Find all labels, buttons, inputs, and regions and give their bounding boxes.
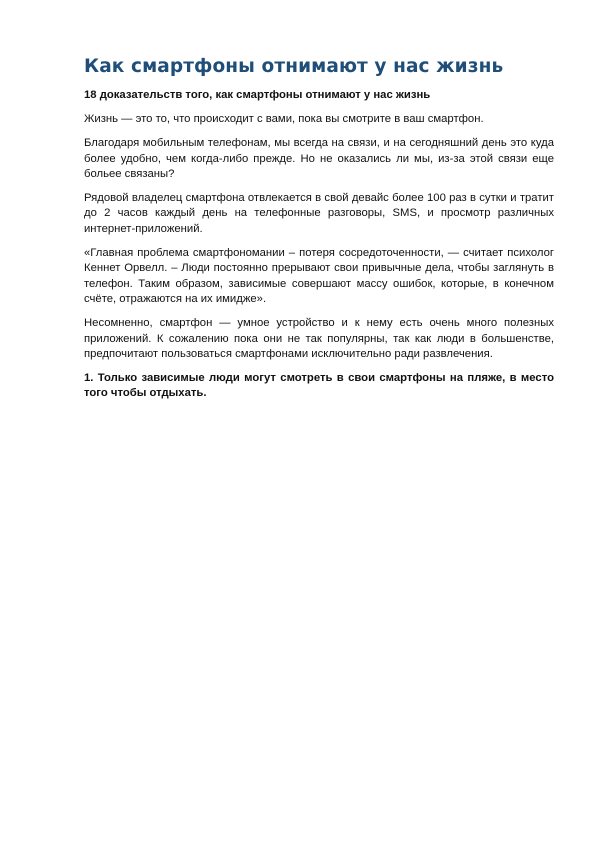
document-page bbox=[84, 56, 554, 402]
paragraph-average-owner: Рядовой владелец смартфона отвлекается в свой девайс более 100 раз в сутки и тратит до 2 часов каждый день на телефонные разговоры, SMS, и просмотр различных интернет-приложений. bbox=[84, 192, 554, 235]
paragraph-always-connected: Благодаря мобильным телефонам, мы всегда на связи, и на сегодняшний день это куда более удобно, чем когда-либо прежде. Но не оказались ли мы, из-за этой связи еще больее связаны? bbox=[84, 137, 554, 180]
paragraph-quote-psychologist: «Главная проблема смартфономании – потеря сосредоточенности, — считает психолог Кеннет Орвелл. – Люди постоянно прерывают свои привычные дела, чтобы заглянуть в телефон. Таким образом, зависимые совершают массу ошибок, которые, в конечном счёте, отражаются на их имидже». bbox=[84, 247, 554, 305]
document-subtitle: 18 доказательств того, как смартфоны отнимают у нас жизнь bbox=[84, 89, 431, 101]
paragraph-intro: Жизнь — это то, что происходит с вами, пока вы смотрите в ваш смартфон. bbox=[84, 113, 484, 125]
point-1-heading: 1. Только зависимые люди могут смотреть в свои смартфоны на пляже, в место того чтобы отдыхать. bbox=[84, 372, 554, 400]
paragraph-useful-apps: Несомненно, смартфон — умное устройство и к нему есть очень много полезных приложений. К сожалению пока они не так популярны, так как люди в большенстве, предпочитают пользоваться смартфонами исключительно ради развлечения. bbox=[84, 317, 554, 360]
document-title: Как смартфоны отнимают у нас жизнь bbox=[84, 56, 504, 77]
